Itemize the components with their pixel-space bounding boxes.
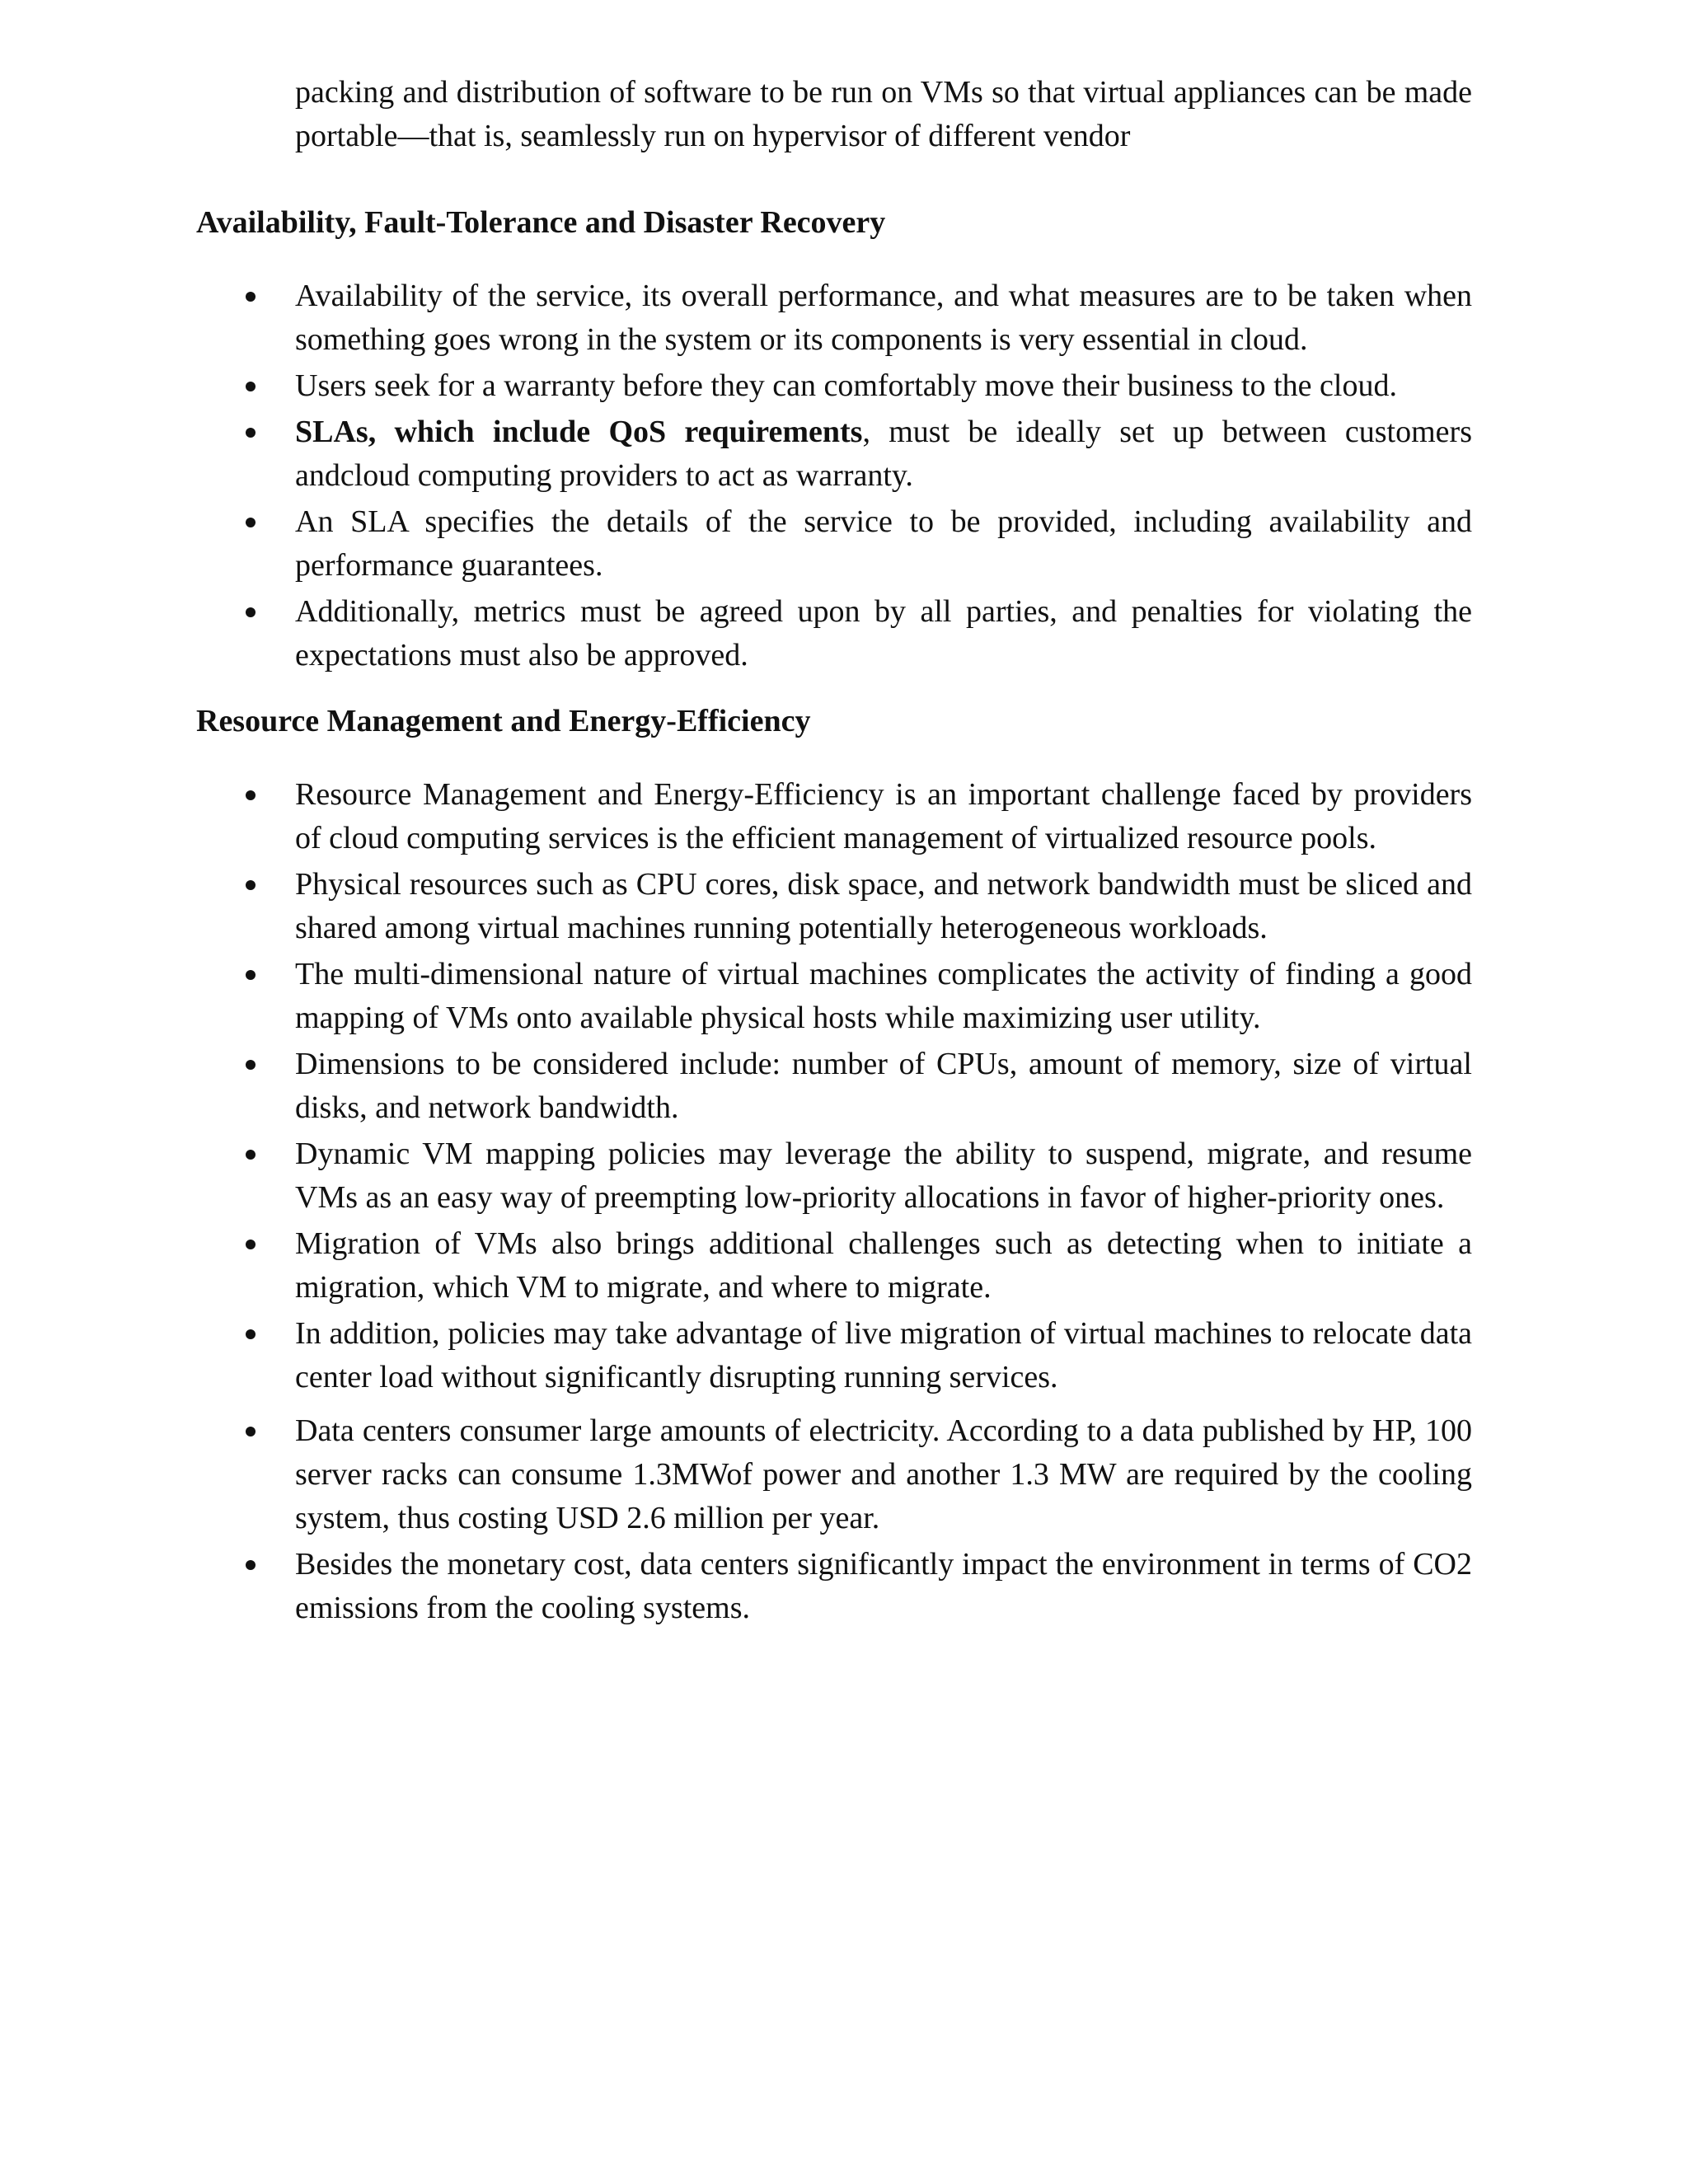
bullet-icon: [246, 382, 256, 391]
list-item-text: Physical resources such as CPU cores, disk space, and network bandwidth must be sliced and shared among virtual machines running potentially heterogeneous workloads.: [295, 867, 1472, 945]
list-item-text: An SLA specifies the details of the service to be provided, including availability and performance guarantees.: [295, 504, 1472, 583]
bullet-icon: [246, 1060, 256, 1070]
list-item-text: The multi-dimensional nature of virtual machines complicates the activity of finding a good mapping of VMs onto available physical hosts while maximizing user utility.: [295, 957, 1472, 1035]
list-item: [196, 1409, 1472, 1540]
bullet-icon: [246, 607, 256, 617]
list-item-text: Besides the monetary cost, data centers significantly impact the environment in terms of CO2 emissions from the cooling systems.: [295, 1547, 1472, 1625]
list-item-text: Users seek for a warranty before they can comfortably move their business to the cloud.: [295, 368, 1397, 403]
bullet-icon: [246, 1560, 256, 1570]
list-item: [196, 500, 1472, 588]
bullet-icon: [246, 292, 256, 302]
bullet-icon: [246, 1427, 256, 1436]
list-item: [196, 1043, 1472, 1130]
list-item-text: Additionally, metrics must be agreed upon by all parties, and penalties for violating the expectations must also be approved.: [295, 594, 1472, 673]
section-heading-availability: Availability, Fault-Tolerance and Disaster Recovery: [196, 205, 886, 240]
list-item-text: Dimensions to be considered include: number of CPUs, amount of memory, size of virtual disks, and network bandwidth.: [295, 1047, 1472, 1125]
bullet-icon: [246, 880, 256, 890]
list-item: [196, 1543, 1472, 1630]
list-item: [196, 364, 1472, 408]
bullet-icon: [246, 790, 256, 800]
list-item-text: , must be ideally set up between customers andcloud computing providers to act as warranty.: [295, 415, 1472, 493]
list-item-text: Resource Management and Energy-Efficiency is an important challenge faced by providers of cloud computing services is the efficient management of virtualized resource pools.: [295, 777, 1472, 855]
list-item: [196, 1312, 1472, 1399]
resource-bullet-list: [196, 773, 1472, 1633]
bullet-icon: [246, 1329, 256, 1339]
list-item: [196, 590, 1472, 677]
bullet-icon: [246, 518, 256, 527]
section-heading-resource-management: Resource Management and Energy-Efficiency: [196, 704, 811, 738]
list-item: [196, 773, 1472, 860]
list-item-text: In addition, policies may take advantage of live migration of virtual machines to relocate data center load without significantly disrupting running services.: [295, 1316, 1472, 1394]
list-item-text: Availability of the service, its overall performance, and what measures are to be taken when something goes wrong in the system or its components is very essential in cloud.: [295, 279, 1472, 357]
list-item: [196, 410, 1472, 498]
intro-paragraph: packing and distribution of software to be run on VMs so that virtual appliances can be made portable—that is, seamlessly run on hypervisor of different vendor: [295, 75, 1472, 153]
availability-bullet-list: [196, 274, 1472, 680]
list-item: [196, 863, 1472, 950]
list-item: [196, 1132, 1472, 1220]
list-item-text: Dynamic VM mapping policies may leverage the ability to suspend, migrate, and resume VMs as an easy way of preempting low-priority allocations in favor of higher-priority ones.: [295, 1137, 1472, 1215]
bullet-icon: [246, 970, 256, 980]
bullet-icon: [246, 1240, 256, 1249]
list-item-text: Migration of VMs also brings additional challenges such as detecting when to initiate a migration, which VM to migrate, and where to migrate.: [295, 1226, 1472, 1305]
list-item: [196, 274, 1472, 362]
list-item-bold-text: SLAs, which include QoS requirements: [295, 415, 863, 449]
bullet-icon: [246, 1150, 256, 1160]
list-item: [196, 953, 1472, 1040]
bullet-icon: [246, 428, 256, 438]
list-item-text: Data centers consumer large amounts of electricity. According to a data published by HP, 100 server racks can consume 1.3MWof power and another 1.3 MW are required by the cooling system, thus costing USD 2.6 million per year.: [295, 1413, 1472, 1535]
list-item: [196, 1222, 1472, 1310]
